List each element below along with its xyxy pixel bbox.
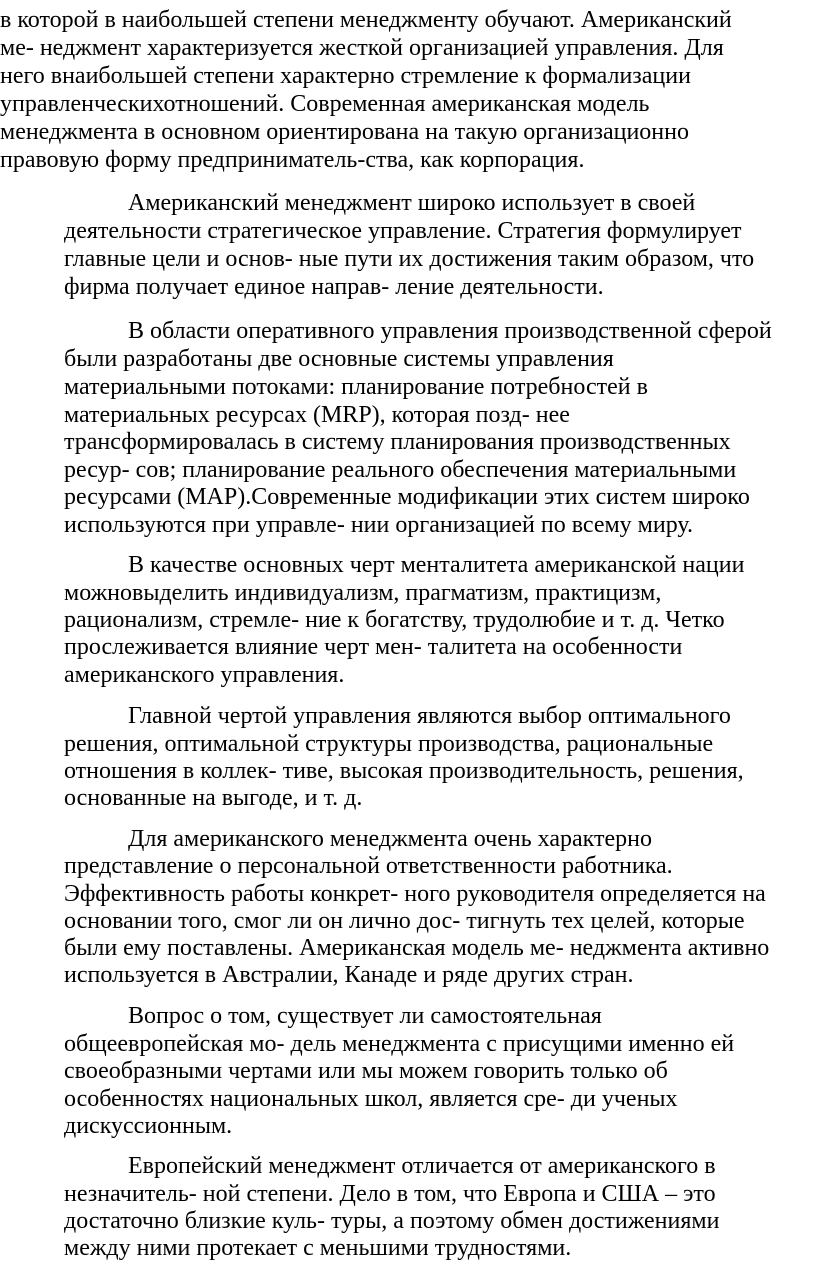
text-line: В качестве основных черт менталитета американской нации <box>128 552 745 578</box>
text-line: материальных ресурсах (MRP), которая позд- нее <box>64 402 570 428</box>
text-line: правовую форму предприниматель-ства, как корпорация. <box>0 147 585 173</box>
text-line: прослеживается влияние черт мен- талитета на особенности <box>64 634 683 660</box>
text-line: общеевропейская мо- дель менеджмента с присущими именно ей <box>64 1031 735 1057</box>
text-line: менеджмента в основном ориентирована на такую организационно <box>0 119 689 145</box>
text-line: решения, оптимальной структуры производства, рациональные <box>64 731 714 757</box>
text-line: между ними протекает с меньшими трудностями. <box>64 1235 572 1261</box>
text-line: отношения в коллек- тиве, высокая производительность, решения, <box>64 758 744 784</box>
text-line: материальными потоками: планирование потребностей в <box>64 374 648 400</box>
text-line: были ему поставлены. Американская модель ме- неджмента активно <box>64 935 770 961</box>
text-line: Европейский менеджмент отличается от американского в <box>128 1153 716 1179</box>
text-line: главные цели и основ- ные пути их достижения таким образом, что <box>64 246 755 272</box>
text-line: Вопрос о том, существует ли самостоятельная <box>128 1003 602 1029</box>
text-line: достаточно близкие куль- туры, а поэтому обмен достижениями <box>64 1208 720 1234</box>
text-line: основании того, смог ли он лично дос- тигнуть тех целей, которые <box>64 908 745 934</box>
text-line: Американский менеджмент широко использует в своей <box>128 190 696 216</box>
text-line: можновыделить индивидуализм, прагматизм, практицизм, <box>64 580 662 606</box>
text-line: незначитель- ной степени. Дело в том, что Европа и США – это <box>64 1181 716 1207</box>
text-line: были разработаны две основные системы управления <box>64 346 614 372</box>
text-line: фирма получает единое направ- ление деятельности. <box>64 274 604 300</box>
text-line: особенностях национальных школ, является сре- ди ученых <box>64 1086 678 1112</box>
text-line: управленческихотношений. Современная американская модель <box>0 91 650 117</box>
text-line: Для американского менеджмента очень характерно <box>128 826 652 852</box>
text-line: Главной чертой управления являются выбор оптимального <box>128 703 731 729</box>
text-line: В области оперативного управления производственной сферой <box>128 318 772 344</box>
text-line: ресур- сов; планирование реального обеспечения материальными <box>64 457 737 483</box>
text-line: Эффективность работы конкрет- ного руководителя определяется на <box>64 881 766 907</box>
text-line: рационализм, стремле- ние к богатству, трудолюбие и т. д. Четко <box>64 607 725 633</box>
text-line: деятельности стратегическое управление. Стратегия формулирует <box>64 218 742 244</box>
text-line: основанные на выгоде, и т. д. <box>64 785 363 811</box>
text-line: американского управления. <box>64 662 345 688</box>
text-line: ресурсами (MAP).Современные модификации этих систем широко <box>64 484 750 510</box>
text-line: используется в Австралии, Канаде и ряде других стран. <box>64 962 634 988</box>
text-line: ме- неджмент характеризуется жесткой организацией управления. Для <box>0 35 724 61</box>
text-line: используются при управле- нии организацией по всему миру. <box>64 512 693 538</box>
text-line: трансформировалась в систему планирования производственных <box>64 429 731 455</box>
text-line: него внаибольшей степени характерно стремление к формализации <box>0 63 691 89</box>
text-line: дискуссионным. <box>64 1113 233 1139</box>
text-line: представление о персональной ответственности работника. <box>64 853 673 879</box>
text-line: своеобразными чертами или мы можем говорить только об <box>64 1058 668 1084</box>
text-line: в которой в наибольшей степени менеджменту обучают. Американский <box>0 7 732 33</box>
